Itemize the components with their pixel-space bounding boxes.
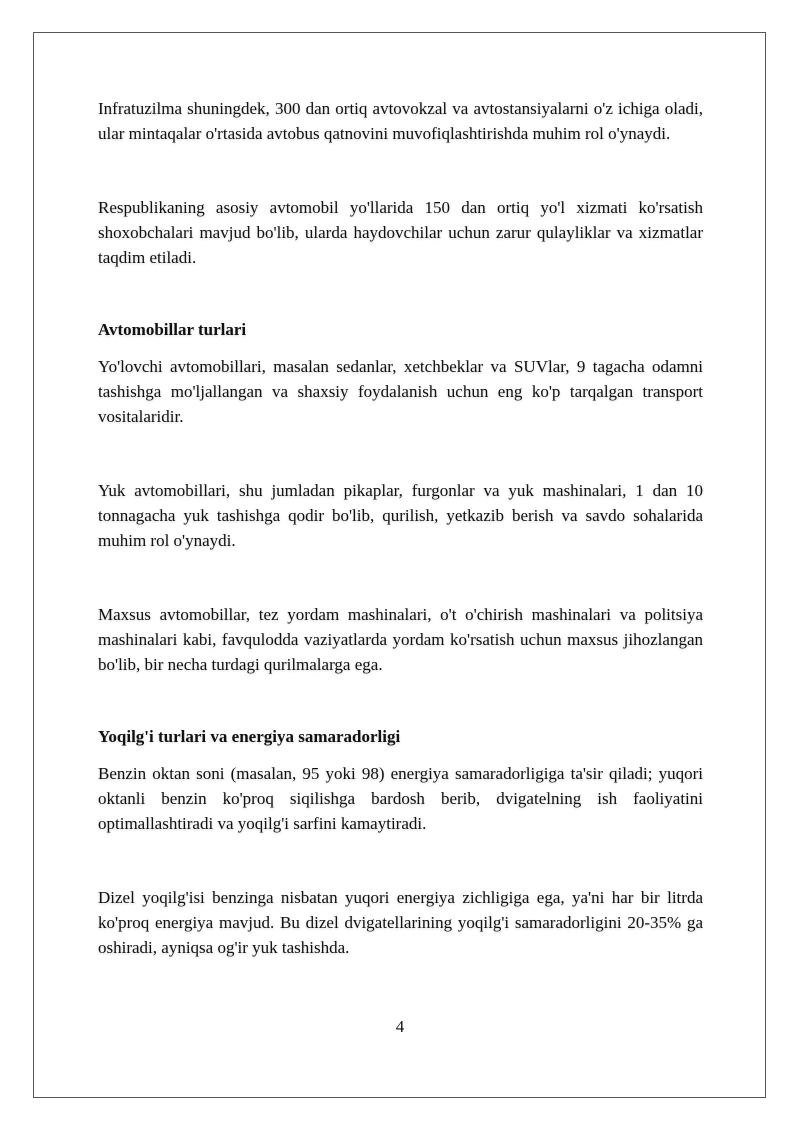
paragraph-diesel: Dizel yoqilg'isi benzinga nisbatan yuqori energiya zichligiga ega, ya'ni har bir litrda ko'proq energiya mavjud. Bu dizel dvigatellarining yoqilg'i samaradorligini 20-35% ga oshiradi, ayniqsa og'ir yuk tashishda. <box>98 888 703 957</box>
page-number: 4 <box>395 1017 405 1036</box>
paragraph-bus-stations: Infratuzilma shuningdek, 300 dan ortiq avtovokzal va avtostansiyalarni o'z ichiga oladi, ular mintaqalar o'rtasida avtobus qatnovini muvofiqlashtirishda muhim rol o'ynaydi. <box>98 99 703 143</box>
paragraph-road-services: Respublikaning asosiy avtomobil yo'llarida 150 dan ortiq yo'l xizmati ko'rsatish shoxobchalari mavjud bo'lib, ularda haydovchilar uchun zarur qulayliklar va xizmatlar taqdim etiladi. <box>98 198 703 267</box>
document-body <box>98 96 703 960</box>
paragraph-passenger-cars: Yo'lovchi avtomobillari, masalan sedanlar, xetchbeklar va SUVlar, 9 tagacha odamni tashishga mo'ljallangan va shaxsiy foydalanish uchun eng ko'p tarqalgan transport vositalaridir. <box>98 357 703 426</box>
heading-vehicle-types: Avtomobillar turlari <box>98 320 247 339</box>
paragraph-special-vehicles: Maxsus avtomobillar, tez yordam mashinalari, o't o'chirish mashinalari va politsiya mashinalari kabi, favqulodda vaziyatlarda yordam ko'rsatish uchun maxsus jihozlangan bo'lib, bir necha turdagi qurilmalarga ega. <box>98 605 703 674</box>
heading-fuel-types: Yoqilg'i turlari va energiya samaradorligi <box>98 727 401 746</box>
paragraph-trucks: Yuk avtomobillari, shu jumladan pikaplar, furgonlar va yuk mashinalari, 1 dan 10 tonnagacha yuk tashishga qodir bo'lib, qurilish, yetkazib berish va savdo sohalarida muhim rol o'ynaydi. <box>98 481 703 550</box>
paragraph-octane: Benzin oktan soni (masalan, 95 yoki 98) energiya samaradorligiga ta'sir qiladi; yuqori oktanli benzin ko'proq siqilishga bardosh berib, dvigatelning ish faoliyatini optimallashtiradi va yoqilg'i sarfini kamaytiradi. <box>98 764 703 833</box>
